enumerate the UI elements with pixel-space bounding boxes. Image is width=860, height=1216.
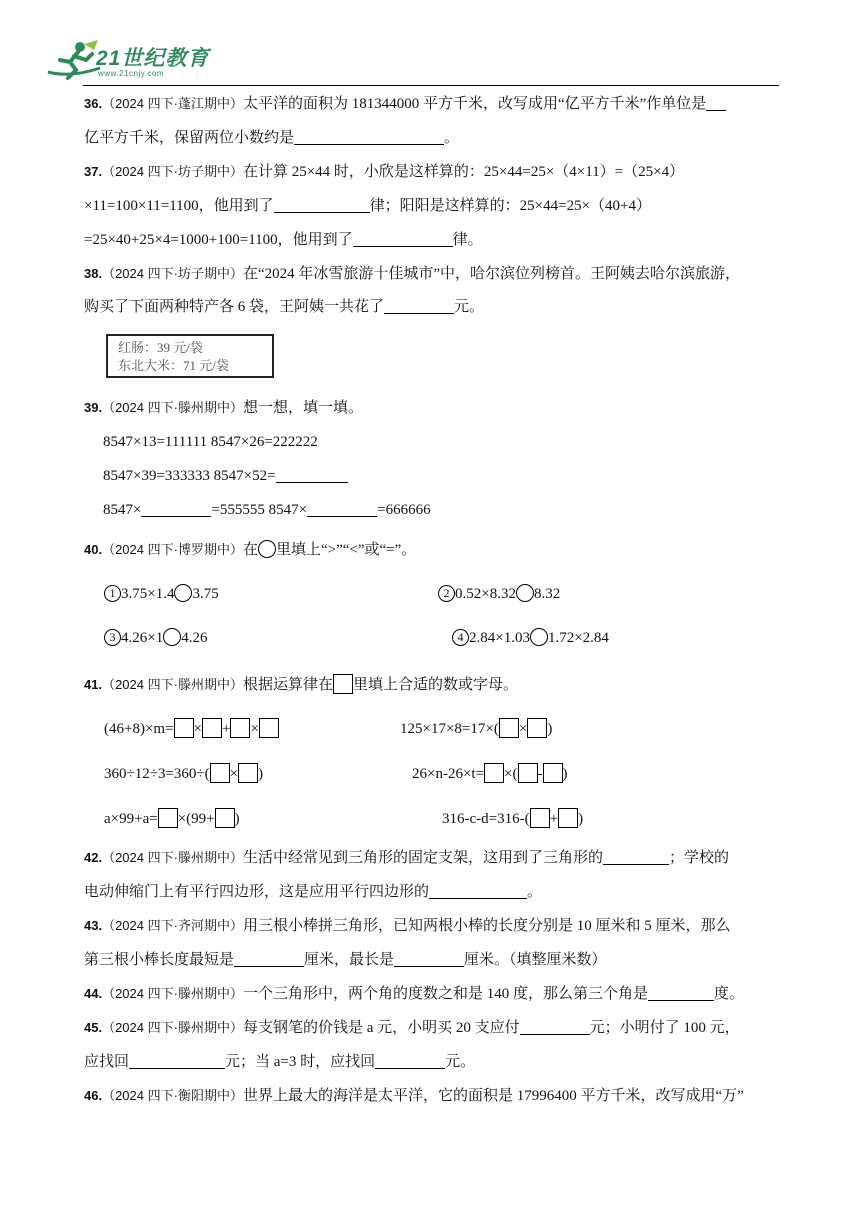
q39-line1 bbox=[84, 398, 363, 418]
q43-text-2a: 第三根小棒长度最短是 bbox=[84, 952, 235, 968]
q45-text-2b: 元；当 a=3 时，应找回 bbox=[225, 1054, 376, 1070]
q37-source: （2024 四下·坊子期中） bbox=[102, 164, 243, 179]
q39-blank-1[interactable] bbox=[276, 466, 348, 483]
answer-box[interactable] bbox=[215, 808, 235, 828]
q39-eq-3a: 8547× bbox=[103, 502, 142, 518]
q44-source: （2024 四下·滕州期中） bbox=[102, 986, 243, 1001]
op: + bbox=[222, 721, 231, 737]
expr-right: 3.75 bbox=[192, 586, 219, 602]
q41-expr-3 bbox=[104, 763, 263, 784]
q39-number: 39. bbox=[84, 400, 103, 415]
q45-line2 bbox=[84, 1052, 475, 1072]
op: × bbox=[504, 766, 513, 782]
q39-eq-3b: =555555 8547× bbox=[211, 502, 308, 518]
q36-line2 bbox=[84, 128, 459, 148]
q43-text-1: 用三根小棒拼三角形，已知两根小棒的长度分别是 10 厘米和 5 厘米，那么 bbox=[242, 918, 731, 934]
answer-box[interactable] bbox=[158, 808, 178, 828]
q46-line1 bbox=[84, 1086, 744, 1106]
logo-url: www.21cnjy.com bbox=[98, 69, 164, 78]
q41-expr-2 bbox=[400, 718, 552, 739]
q43-text-2c: 厘米。（填整厘米数） bbox=[464, 952, 607, 968]
q36-blank-2[interactable] bbox=[294, 128, 444, 145]
q44-text-1b: 度。 bbox=[713, 986, 744, 1002]
q37-text-1: 在计算 25×44 时，小欣是这样算的：25×44=25×（4×11）=（25×4） bbox=[242, 164, 685, 180]
q44-text-1a: 一个三角形中，两个角的度数之和是 140 度，那么第三个角是 bbox=[242, 986, 648, 1002]
q43-line2 bbox=[84, 950, 607, 970]
answer-box[interactable] bbox=[230, 718, 250, 738]
q45-text-2a: 应找回 bbox=[84, 1054, 130, 1070]
q36-text: 太平洋的面积为 181344000 平方千米，改写成用“亿平方千米”作单位是 bbox=[242, 96, 707, 112]
q46-source: （2024 四下·衡阳期中） bbox=[102, 1088, 243, 1103]
circle-placeholder-icon bbox=[258, 540, 276, 558]
q41-number: 41. bbox=[84, 677, 103, 692]
answer-box[interactable] bbox=[530, 808, 550, 828]
q38-line1 bbox=[84, 264, 740, 284]
q37-blank-2[interactable] bbox=[353, 230, 453, 247]
q37-text-3b: 律。 bbox=[452, 232, 483, 248]
q45-blank-2[interactable] bbox=[129, 1052, 225, 1069]
q39-line2 bbox=[103, 432, 318, 452]
q40-post: 里填上“>”“<”或“=”。 bbox=[275, 542, 417, 558]
q45-text-1a: 每支钢笔的价钱是 a 元，小明买 20 支应付 bbox=[242, 1020, 520, 1036]
price-sausage: 红肠：39 元/袋 bbox=[118, 340, 203, 355]
op: × bbox=[177, 811, 187, 827]
q38-line2 bbox=[84, 297, 484, 317]
expr-right: 8.32 bbox=[533, 586, 561, 602]
op: ) bbox=[562, 766, 568, 782]
q42-text-1b: ；学校的 bbox=[668, 850, 729, 866]
expr-text: 360÷12÷3=360÷( bbox=[104, 766, 210, 782]
price-box bbox=[106, 334, 274, 378]
op: + bbox=[549, 811, 559, 827]
q39-blank-3[interactable] bbox=[307, 500, 377, 517]
square-placeholder-icon bbox=[333, 674, 353, 694]
q37-line1 bbox=[84, 162, 684, 182]
q40-number: 40. bbox=[84, 542, 103, 557]
op: (99+ bbox=[186, 811, 215, 827]
q36-source: （2024 四下·蓬江期中） bbox=[102, 96, 243, 111]
expr-text: 26×n-26×t= bbox=[412, 766, 485, 782]
q41-post: 里填上合适的数或字母。 bbox=[352, 677, 518, 693]
q39-line4 bbox=[103, 500, 431, 520]
op: × bbox=[193, 721, 203, 737]
q38-text-2a: 购买了下面两种特产各 6 袋，王阿姨一共花了 bbox=[84, 299, 385, 315]
q39-eq-1: 8547×13=111111 8547×26=222222 bbox=[103, 434, 318, 450]
q37-line2 bbox=[84, 196, 651, 216]
q44-blank[interactable] bbox=[648, 984, 714, 1001]
q43-line1 bbox=[84, 916, 730, 936]
q40-source: （2024 四下·博罗期中） bbox=[102, 542, 243, 557]
answer-box[interactable] bbox=[518, 763, 538, 783]
answer-box[interactable] bbox=[499, 718, 519, 738]
q42-line2 bbox=[84, 882, 542, 902]
op: ) bbox=[547, 721, 553, 737]
q42-number: 42. bbox=[84, 850, 103, 865]
item-number: 3 bbox=[104, 629, 121, 646]
q37-blank-1[interactable] bbox=[274, 196, 370, 213]
q42-source: （2024 四下·滕州期中） bbox=[102, 850, 243, 865]
q36-end: 。 bbox=[444, 130, 460, 146]
q38-blank[interactable] bbox=[384, 297, 454, 314]
q36-blank-1[interactable] bbox=[706, 94, 726, 111]
op: × bbox=[229, 766, 239, 782]
q41-pre: 根据运算律在 bbox=[242, 677, 333, 693]
q45-line1 bbox=[84, 1018, 740, 1038]
q40-pre: 在 bbox=[242, 542, 258, 558]
q41-expr-6 bbox=[442, 808, 583, 829]
answer-box[interactable] bbox=[543, 763, 563, 783]
q41-expr-1 bbox=[104, 718, 279, 739]
q40-line1 bbox=[84, 540, 416, 560]
q44-line1 bbox=[84, 984, 744, 1004]
q45-number: 45. bbox=[84, 1020, 103, 1035]
price-rice: 东北大米：71 元/袋 bbox=[118, 358, 229, 373]
q40-item-1 bbox=[104, 584, 219, 604]
expr-left: 4.26×1 bbox=[121, 630, 164, 646]
q41-expr-4 bbox=[412, 763, 568, 784]
q38-text-2b: 元。 bbox=[454, 299, 485, 315]
expr-text: 125×17×8=17×( bbox=[400, 721, 499, 737]
q46-text-1: 世界上最大的海洋是太平洋，它的面积是 17996400 平方千米，改写成用“万” bbox=[242, 1088, 744, 1104]
q43-source: （2024 四下·齐河期中） bbox=[102, 918, 243, 933]
expr-right: 4.26 bbox=[181, 630, 208, 646]
expr-text: (46+8)×m= bbox=[104, 721, 174, 737]
expr-right: 1.72×2.84 bbox=[547, 630, 609, 646]
q45-text-1b: 元；小明付了 100 元， bbox=[589, 1020, 740, 1036]
answer-box[interactable] bbox=[174, 718, 194, 738]
q42-text-2a: 电动伸缩门上有平行四边形，这是应用平行四边形的 bbox=[84, 884, 430, 900]
q44-number: 44. bbox=[84, 986, 103, 1001]
item-number: 2 bbox=[438, 585, 455, 602]
q39-line3 bbox=[103, 466, 348, 486]
expr-left: 3.75×1.4 bbox=[121, 586, 175, 602]
q36-line1 bbox=[84, 94, 726, 114]
q39-blank-2[interactable] bbox=[141, 500, 211, 517]
q42-text-2b: 。 bbox=[527, 884, 543, 900]
q42-text-1a: 生活中经常见到三角形的固定支架，这用到了三角形的 bbox=[242, 850, 603, 866]
answer-circle[interactable] bbox=[530, 628, 548, 646]
op: - bbox=[537, 766, 543, 782]
q36-text-2: 亿平方千米，保留两位小数约是 bbox=[84, 130, 295, 146]
q39-source: （2024 四下·滕州期中） bbox=[102, 400, 243, 415]
op: ) bbox=[258, 766, 264, 782]
q45-blank-3[interactable] bbox=[375, 1052, 445, 1069]
q37-text-2b: 律；阳阳是这样算的：25×44=25×（40+4） bbox=[369, 198, 652, 214]
q41-source: （2024 四下·滕州期中） bbox=[102, 677, 243, 692]
q42-blank-1[interactable] bbox=[603, 848, 669, 865]
q37-number: 37. bbox=[84, 164, 103, 179]
q43-blank-2[interactable] bbox=[394, 950, 464, 967]
op: ) bbox=[234, 811, 240, 827]
q39-title: 想一想，填一填。 bbox=[242, 400, 363, 416]
expr-text: a×99+a= bbox=[104, 811, 158, 827]
q38-text-1: 在“2024 年冰雪旅游十佳城市”中，哈尔滨位列榜首。王阿姨去哈尔滨旅游， bbox=[242, 266, 741, 282]
q41-line1 bbox=[84, 674, 518, 695]
answer-box[interactable] bbox=[484, 763, 504, 783]
q42-blank-2[interactable] bbox=[429, 882, 527, 899]
answer-box[interactable] bbox=[238, 763, 258, 783]
expr-left: 2.84×1.03 bbox=[469, 630, 530, 646]
op: ) bbox=[578, 811, 584, 827]
answer-box[interactable] bbox=[558, 808, 578, 828]
answer-circle[interactable] bbox=[174, 584, 192, 602]
q39-eq-2: 8547×39=333333 8547×52= bbox=[103, 468, 276, 484]
q42-line1 bbox=[84, 848, 729, 868]
q40-item-3 bbox=[104, 628, 207, 648]
q40-item-4 bbox=[452, 628, 609, 648]
op: × bbox=[250, 721, 259, 737]
item-number: 1 bbox=[104, 585, 121, 602]
item-number: 4 bbox=[452, 629, 469, 646]
q43-number: 43. bbox=[84, 918, 103, 933]
q45-blank-1[interactable] bbox=[520, 1018, 590, 1035]
q37-text-3a: =25×40+25×4=1000+100=1100，他用到了 bbox=[84, 232, 353, 248]
q43-text-2b: 厘米，最长是 bbox=[304, 952, 395, 968]
q45-text-2c: 元。 bbox=[445, 1054, 476, 1070]
answer-box[interactable] bbox=[210, 763, 230, 783]
q41-expr-5 bbox=[104, 808, 240, 829]
q45-source: （2024 四下·滕州期中） bbox=[102, 1020, 243, 1035]
expr-text: 316-c-d=316-( bbox=[442, 811, 530, 827]
op: × bbox=[518, 721, 528, 737]
q39-eq-3c: =666666 bbox=[377, 502, 431, 518]
op: ( bbox=[512, 766, 518, 782]
q36-number: 36. bbox=[84, 96, 103, 111]
answer-box[interactable] bbox=[202, 718, 222, 738]
q37-text-2a: ×11=100×11=1100，他用到了 bbox=[84, 198, 274, 214]
answer-box[interactable] bbox=[259, 718, 279, 738]
answer-circle[interactable] bbox=[163, 628, 181, 646]
expr-left: 0.52×8.32 bbox=[455, 586, 516, 602]
q46-number: 46. bbox=[84, 1088, 103, 1103]
header-divider bbox=[83, 85, 779, 86]
q38-number: 38. bbox=[84, 266, 103, 281]
answer-box[interactable] bbox=[527, 718, 547, 738]
answer-circle[interactable] bbox=[516, 584, 534, 602]
q43-blank-1[interactable] bbox=[234, 950, 304, 967]
q37-line3 bbox=[84, 230, 483, 250]
q38-source: （2024 四下·坊子期中） bbox=[102, 266, 243, 281]
logo-name: 21世纪教育 bbox=[96, 47, 210, 70]
q40-item-2 bbox=[438, 584, 560, 604]
